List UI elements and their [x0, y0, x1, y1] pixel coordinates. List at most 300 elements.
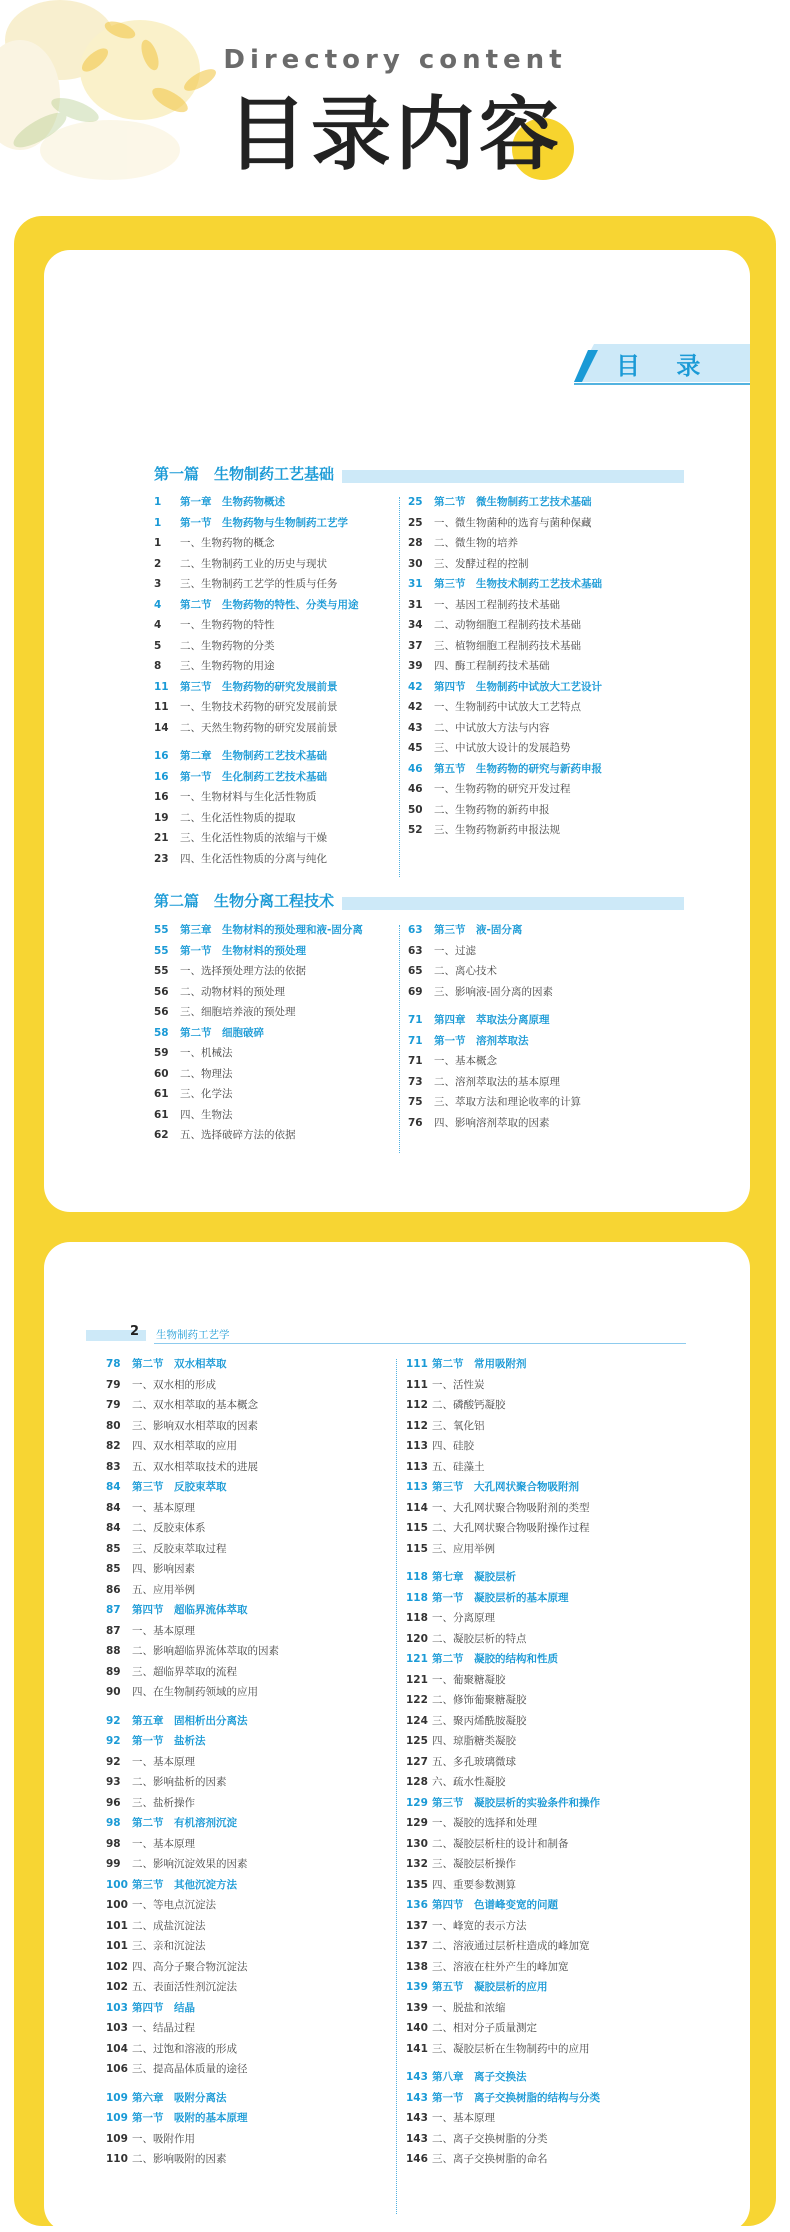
toc-entry-title: 三、凝胶层析在生物制药中的应用: [432, 2042, 590, 2055]
toc-entry: [106, 1936, 376, 1957]
toc-entry-title: 一、葡聚糖凝胶: [432, 1673, 506, 1686]
toc-heading-entry: [406, 1793, 706, 1814]
toc-page-number: 99: [106, 1858, 121, 1870]
toc-heading-entry: [106, 1875, 376, 1896]
toc-entry-title: 第七章 凝胶层析: [432, 1571, 516, 1583]
toc-entry-title: 二、相对分子质量测定: [432, 2022, 537, 2034]
toc-page-number: 1: [154, 516, 162, 529]
toc-page-number: 146: [406, 2153, 428, 2165]
toc-page-number: 143: [406, 2132, 428, 2145]
toc-heading-entry: [154, 767, 404, 788]
toc-entry: [106, 2149, 376, 2170]
toc-heading-entry: [106, 1998, 376, 2019]
toc-entry-title: 第二节 常用吸附剂: [432, 1358, 527, 1370]
toc-entry: [408, 738, 678, 759]
toc-entry: [408, 941, 678, 962]
toc-page-number: 135: [406, 1878, 428, 1891]
toc-page-number: 137: [406, 1919, 428, 1932]
toc-heading-entry: [406, 1354, 706, 1375]
toc-page-number: 19: [154, 811, 169, 824]
toc-entry-title: 二、生化活性物质的提取: [180, 811, 296, 824]
toc-page-number: 46: [408, 783, 423, 795]
toc-page-number: 88: [106, 1645, 121, 1657]
toc-entry: [406, 1375, 706, 1396]
toc-entry: [408, 554, 678, 575]
toc-entry-title: 五、多孔玻璃微球: [432, 1755, 516, 1768]
toc-spacer: [408, 1002, 678, 1010]
toc-entry-title: 二、中试放大方法与内容: [434, 721, 550, 734]
toc-entry-title: 二、生物制药工业的历史与现状: [180, 557, 327, 570]
toc-page-number: 90: [106, 1686, 121, 1698]
toc-page-2: [44, 1242, 750, 2232]
toc-entry-title: 第二章 生物制药工艺技术基础: [180, 750, 327, 762]
toc-page-number: 37: [408, 639, 423, 652]
toc-entry-title: 二、动物细胞工程制药技术基础: [434, 619, 581, 631]
toc-page-number: 65: [408, 965, 423, 977]
toc-page-number: 73: [408, 1075, 423, 1088]
toc-entry-title: 第三节 液-固分离: [434, 924, 523, 936]
toc-entry-title: 一、吸附作用: [132, 2132, 195, 2145]
toc-page-number: 11: [154, 680, 169, 693]
toc-page-number: 115: [406, 1542, 428, 1555]
toc-entry-title: 第五节 生物药物的研究与新药申报: [434, 762, 602, 775]
toc-page-number: 14: [154, 721, 169, 734]
toc-entry: [106, 1375, 376, 1396]
toc-page-number: 115: [406, 1522, 428, 1534]
toc-page-number: 87: [106, 1624, 121, 1637]
toc-page-number: 100: [106, 1878, 128, 1891]
toc-entry-title: 二、动物材料的预处理: [180, 985, 285, 998]
toc-page-number: 113: [406, 1481, 428, 1493]
toc-entry: [406, 1539, 706, 1560]
toc-entry-title: 三、萃取方法和理论收率的计算: [434, 1096, 581, 1108]
toc-page-number: 98: [106, 1817, 121, 1829]
toc-entry: [408, 800, 678, 821]
toc-page-number: 30: [408, 557, 423, 570]
part-2-heading: [154, 890, 684, 914]
header-title-cn: 目录内容: [227, 88, 563, 181]
toc-entry-title: 第三节 其他沉淀方法: [132, 1878, 237, 1891]
toc-page-number: 132: [406, 1858, 428, 1870]
toc-page-number: 125: [406, 1735, 428, 1747]
toc-entry: [154, 636, 404, 657]
toc-entry-title: 一、生物药物的特性: [180, 619, 275, 631]
toc-entry: [406, 1772, 706, 1793]
toc-page-number: 71: [408, 1034, 423, 1047]
toc-heading-entry: [406, 1649, 706, 1670]
toc-entry: [406, 1629, 706, 1650]
toc-heading-entry: [106, 1731, 376, 1752]
toc-page-number: 106: [106, 2063, 128, 2075]
toc-entry-title: 四、高分子聚合物沉淀法: [132, 1960, 248, 1973]
toc-entry: [106, 1641, 376, 1662]
toc-page-number: 16: [154, 750, 169, 762]
toc-entry-title: 三、生物药物的用途: [180, 660, 275, 672]
toc-heading-entry: [106, 1813, 376, 1834]
toc-page-number: 92: [106, 1714, 121, 1727]
toc-entry: [106, 1662, 376, 1683]
toc-page-number: 46: [408, 762, 423, 775]
toc-entry: [406, 1711, 706, 1732]
toc-entry-title: 一、基本原理: [132, 1624, 195, 1637]
toc-page-number: 139: [406, 1981, 428, 1993]
toc-entry: [106, 1436, 376, 1457]
toc-entry: [406, 1813, 706, 1834]
toc-entry-title: 三、生化活性物质的浓缩与干燥: [180, 832, 327, 844]
toc-page-number: 55: [154, 944, 169, 957]
toc-entry-title: 二、溶液通过层析柱造成的峰加宽: [432, 1940, 590, 1952]
page-2-right-column: [406, 1354, 706, 2170]
toc-entry-title: 一、基本概念: [434, 1055, 497, 1067]
toc-heading-entry: [154, 513, 404, 534]
toc-heading-entry: [406, 2088, 706, 2109]
toc-page-number: 2: [154, 557, 162, 570]
toc-entry: [406, 1752, 706, 1773]
toc-entry-title: 四、酶工程制药技术基础: [434, 660, 550, 672]
toc-page-number: 84: [106, 1501, 121, 1514]
toc-entry-title: 三、盐析操作: [132, 1796, 195, 1809]
toc-page-number: 62: [154, 1129, 169, 1141]
toc-entry: [408, 513, 678, 534]
toc-entry-title: 二、生物药物的分类: [180, 639, 275, 652]
toc-entry-title: 第二节 凝胶的结构和性质: [432, 1653, 558, 1665]
toc-page-number: 1: [154, 496, 162, 508]
toc-entry-title: 二、过饱和溶液的形成: [132, 2042, 237, 2055]
toc-page-number: 1: [154, 537, 162, 549]
toc-entry: [106, 1793, 376, 1814]
toc-entry: [154, 1064, 404, 1085]
toc-page-number: 3: [154, 578, 162, 590]
toc-entry: [106, 1682, 376, 1703]
toc-entry-title: 四、硅胶: [432, 1440, 474, 1452]
toc-entry-title: 一、基本原理: [432, 2112, 495, 2124]
toc-entry: [408, 636, 678, 657]
toc-entry: [154, 718, 404, 739]
toc-heading-entry: [154, 492, 404, 513]
toc-heading-entry: [406, 2067, 706, 2088]
toc-page-number: 4: [154, 598, 162, 611]
toc-entry: [106, 1457, 376, 1478]
toc-page-number: 85: [106, 1563, 121, 1575]
toc-entry: [406, 1731, 706, 1752]
toc-entry: [406, 1875, 706, 1896]
toc-entry: [408, 615, 678, 636]
toc-entry-title: 三、氧化铝: [432, 1419, 485, 1432]
part-1-title: 第一篇 生物制药工艺基础: [154, 463, 342, 484]
toc-page-number: 56: [154, 1006, 169, 1018]
toc-entry-title: 二、影响沉淀效果的因素: [132, 1858, 248, 1870]
toc-entry-title: 二、大孔网状聚合物吸附操作过程: [432, 1522, 590, 1534]
toc-entry: [406, 2039, 706, 2060]
toc-entry-title: 一、峰宽的表示方法: [432, 1919, 527, 1932]
toc-entry-title: 一、基本原理: [132, 1501, 195, 1514]
toc-page-number: 42: [408, 680, 423, 693]
toc-entry-title: 二、影响吸附的因素: [132, 2153, 227, 2165]
toc-entry-title: 第四节 生物制药中试放大工艺设计: [434, 680, 602, 693]
toc-entry: [106, 2129, 376, 2150]
toc-page-number: 122: [406, 1694, 428, 1706]
toc-entry-title: 一、结晶过程: [132, 2022, 195, 2034]
toc-page-number: 80: [106, 1419, 121, 1432]
toc-entry-title: 二、影响超临界流体萃取的因素: [132, 1645, 279, 1657]
toc-heading-entry: [408, 1031, 678, 1052]
toc-spacer: [106, 2080, 376, 2088]
toc-entry: [154, 656, 404, 677]
toc-page-number: 143: [406, 2091, 428, 2104]
running-head-title: 生物制药工艺学: [156, 1329, 230, 1341]
toc-entry-title: 三、发酵过程的控制: [434, 557, 529, 570]
toc-page-number: 59: [154, 1047, 169, 1059]
toc-heading-entry: [154, 920, 404, 941]
toc-page-number: 63: [408, 944, 423, 957]
toc-entry-title: 第三节 大孔网状聚合物吸附剂: [432, 1481, 579, 1493]
toc-entry: [106, 1395, 376, 1416]
toc-spacer: [406, 2059, 706, 2067]
toc-entry: [408, 595, 678, 616]
toc-page-number: 58: [154, 1026, 169, 1039]
toc-entry-title: 第二节 生物药物的特性、分类与用途: [180, 598, 359, 611]
toc-entry-title: 二、物理法: [180, 1067, 233, 1080]
toc-entry: [154, 828, 404, 849]
toc-page-number: 127: [406, 1755, 428, 1768]
toc-entry-title: 一、微生物菌种的选育与菌种保藏: [434, 516, 592, 529]
toc-page-number: 113: [406, 1440, 428, 1452]
toc-entry-title: 第五节 凝胶层析的应用: [432, 1981, 548, 1993]
toc-entry-title: 四、影响因素: [132, 1563, 195, 1575]
toc-entry: [106, 2039, 376, 2060]
toc-spacer: [154, 738, 404, 746]
toc-heading-entry: [408, 759, 678, 780]
toc-page-number: 61: [154, 1108, 169, 1121]
toc-page-number: 141: [406, 2042, 428, 2055]
toc-entry-title: 第三节 反胶束萃取: [132, 1481, 227, 1493]
toc-entry-title: 一、生物材料与生化活性物质: [180, 791, 317, 803]
toc-entry-title: 四、双水相萃取的应用: [132, 1440, 237, 1452]
toc-heading-entry: [154, 595, 404, 616]
toc-entry: [106, 1854, 376, 1875]
mulu-title: 目 录: [616, 352, 715, 380]
page-header: [0, 0, 790, 210]
toc-entry: [408, 820, 678, 841]
toc-entry-title: 五、应用举例: [132, 1583, 195, 1596]
toc-entry: [406, 1436, 706, 1457]
toc-entry: [154, 849, 404, 870]
toc-heading-entry: [406, 1977, 706, 1998]
toc-entry-title: 二、溶剂萃取法的基本原理: [434, 1075, 560, 1088]
toc-heading-entry: [106, 1711, 376, 1732]
toc-page-number: 101: [106, 1919, 128, 1932]
toc-entry-title: 第六章 吸附分离法: [132, 2091, 227, 2104]
toc-page-number: 75: [408, 1096, 423, 1108]
toc-page-number: 61: [154, 1088, 169, 1100]
toc-entry: [406, 2018, 706, 2039]
part-heading-band: [332, 897, 684, 910]
toc-page-number: 50: [408, 803, 423, 816]
toc-entry: [408, 1113, 678, 1134]
toc-page-number: 16: [154, 770, 169, 783]
toc-spacer: [106, 1703, 376, 1711]
toc-page-number: 84: [106, 1481, 121, 1493]
toc-entry: [106, 1916, 376, 1937]
toc-heading-entry: [408, 574, 678, 595]
toc-entry: [406, 1998, 706, 2019]
toc-page-number: 8: [154, 660, 162, 672]
toc-entry-title: 一、生物技术药物的研究发展前景: [180, 701, 338, 713]
toc-entry-title: 二、反胶束体系: [132, 1522, 206, 1534]
toc-heading-entry: [406, 1895, 706, 1916]
toc-entry-title: 第一节 盐析法: [132, 1735, 206, 1747]
toc-entry-title: 三、应用举例: [432, 1542, 495, 1555]
toc-entry-title: 一、双水相的形成: [132, 1378, 216, 1391]
toc-entry-title: 三、影响双水相萃取的因素: [132, 1419, 258, 1432]
toc-entry-title: 三、离子交换树脂的命名: [432, 2153, 548, 2165]
toc-page-number: 143: [406, 2112, 428, 2124]
part-2-title: 第二篇 生物分离工程技术: [154, 890, 342, 911]
toc-entry: [406, 1518, 706, 1539]
toc-entry-title: 第三节 生物技术制药工艺技术基础: [434, 578, 602, 590]
toc-entry-title: 一、基本原理: [132, 1755, 195, 1768]
toc-entry: [106, 1621, 376, 1642]
toc-entry-title: 第四节 结晶: [132, 2001, 195, 2014]
page-number: 2: [130, 1324, 140, 1339]
toc-entry-title: 一、活性炭: [432, 1378, 485, 1391]
toc-entry: [106, 1498, 376, 1519]
toc-entry: [408, 718, 678, 739]
toc-entry-title: 二、离子交换树脂的分类: [432, 2132, 548, 2145]
toc-entry: [106, 1895, 376, 1916]
toc-entry-title: 第三节 生物药物的研究发展前景: [180, 680, 338, 693]
column-divider: [399, 925, 400, 1153]
toc-page-number: 55: [154, 965, 169, 977]
toc-page-number: 112: [406, 1399, 428, 1411]
toc-entry: [154, 554, 404, 575]
toc-entry-title: 一、大孔网状聚合物吸附剂的类型: [432, 1501, 590, 1514]
toc-entry: [154, 961, 404, 982]
toc-entry: [106, 1559, 376, 1580]
toc-page-number: 103: [106, 2022, 128, 2034]
toc-heading-entry: [154, 677, 404, 698]
toc-entry: [154, 574, 404, 595]
toc-entry-title: 第八章 离子交换法: [432, 2071, 527, 2083]
toc-entry: [154, 1084, 404, 1105]
toc-page-number: 31: [408, 598, 423, 611]
toc-entry: [106, 1518, 376, 1539]
toc-entry-title: 第二节 有机溶剂沉淀: [132, 1817, 237, 1829]
toc-page-number: 34: [408, 619, 423, 631]
toc-page-number: 128: [406, 1776, 428, 1788]
toc-entry: [106, 1580, 376, 1601]
toc-entry-title: 第五章 固相析出分离法: [132, 1714, 248, 1727]
toc-entry-title: 第一节 生物药物与生物制药工艺学: [180, 516, 348, 529]
toc-page-number: 31: [408, 578, 423, 590]
toc-page-number: 114: [406, 1501, 428, 1514]
toc-page-number: 71: [408, 1014, 423, 1026]
toc-page-number: 63: [408, 924, 423, 936]
toc-entry-title: 第二节 细胞破碎: [180, 1026, 264, 1039]
toc-entry: [406, 2108, 706, 2129]
toc-page-number: 71: [408, 1055, 423, 1067]
toc-entry: [106, 1957, 376, 1978]
toc-entry-title: 三、化学法: [180, 1088, 233, 1100]
toc-page-number: 76: [408, 1116, 423, 1129]
toc-heading-entry: [106, 2088, 376, 2109]
toc-entry-title: 第一节 生化制药工艺技术基础: [180, 770, 327, 783]
toc-entry: [154, 1043, 404, 1064]
toc-entry: [408, 656, 678, 677]
toc-entry-title: 一、基因工程制药技术基础: [434, 598, 560, 611]
toc-entry-title: 五、选择破碎方法的依据: [180, 1129, 296, 1141]
toc-entry: [154, 1125, 404, 1146]
toc-entry-title: 五、表面活性剂沉淀法: [132, 1981, 237, 1993]
toc-entry-title: 三、提高晶体质量的途径: [132, 2063, 248, 2075]
toc-page-number: 98: [106, 1837, 121, 1850]
toc-heading-entry: [154, 1023, 404, 1044]
toc-heading-entry: [106, 2108, 376, 2129]
toc-entry-title: 二、双水相萃取的基本概念: [132, 1399, 258, 1411]
toc-entry-title: 二、成盐沉淀法: [132, 1919, 206, 1932]
toc-entry: [406, 1936, 706, 1957]
toc-entry-title: 第四章 萃取法分离原理: [434, 1014, 550, 1026]
toc-heading-entry: [408, 920, 678, 941]
toc-page-number: 39: [408, 660, 423, 672]
toc-entry: [106, 1834, 376, 1855]
toc-page-number: 25: [408, 516, 423, 529]
toc-page-number: 56: [154, 985, 169, 998]
toc-entry-title: 二、凝胶层析的特点: [432, 1632, 527, 1645]
running-header: [86, 1324, 686, 1346]
toc-entry-title: 二、微生物的培养: [434, 537, 518, 549]
toc-entry-title: 四、在生物制药领域的应用: [132, 1686, 258, 1698]
toc-page-number: 96: [106, 1796, 121, 1809]
toc-entry-title: 第三节 凝胶层析的实验条件和操作: [432, 1796, 600, 1809]
toc-entry-title: 三、生物制药工艺学的性质与任务: [180, 578, 338, 590]
toc-page-number: 92: [106, 1735, 121, 1747]
toc-heading-entry: [106, 1600, 376, 1621]
toc-entry-title: 第二节 微生物制药工艺技术基础: [434, 496, 592, 508]
toc-entry-title: 第四节 色谱峰变宽的问题: [432, 1899, 558, 1911]
toc-page-number: 101: [106, 1940, 128, 1952]
part-1-left-column: [154, 492, 404, 869]
toc-entry: [106, 1772, 376, 1793]
toc-entry: [106, 1416, 376, 1437]
toc-entry-title: 四、影响溶剂萃取的因素: [434, 1116, 550, 1129]
toc-entry: [406, 1834, 706, 1855]
toc-page-number: 111: [406, 1378, 428, 1391]
toc-entry: [408, 1051, 678, 1072]
toc-page-number: 138: [406, 1960, 428, 1973]
toc-entry-title: 二、影响盐析的因素: [132, 1776, 227, 1788]
toc-entry: [154, 808, 404, 829]
toc-page-number: 85: [106, 1542, 121, 1555]
toc-entry-title: 二、生物药物的新药申报: [434, 803, 550, 816]
part-1-right-column: [408, 492, 678, 841]
toc-entry: [408, 779, 678, 800]
column-divider: [399, 497, 400, 877]
toc-heading-entry: [408, 1010, 678, 1031]
toc-entry: [154, 982, 404, 1003]
toc-heading-entry: [408, 677, 678, 698]
toc-page-number: 82: [106, 1440, 121, 1452]
toc-entry-title: 二、离心技术: [434, 965, 497, 977]
toc-page-1: [44, 250, 750, 1212]
toc-page-number: 79: [106, 1399, 121, 1411]
toc-page-number: 16: [154, 791, 169, 803]
toc-entry: [406, 1916, 706, 1937]
toc-entry: [408, 1072, 678, 1093]
toc-entry: [406, 1416, 706, 1437]
toc-page-number: 121: [406, 1653, 428, 1665]
toc-page-number: 139: [406, 2001, 428, 2014]
